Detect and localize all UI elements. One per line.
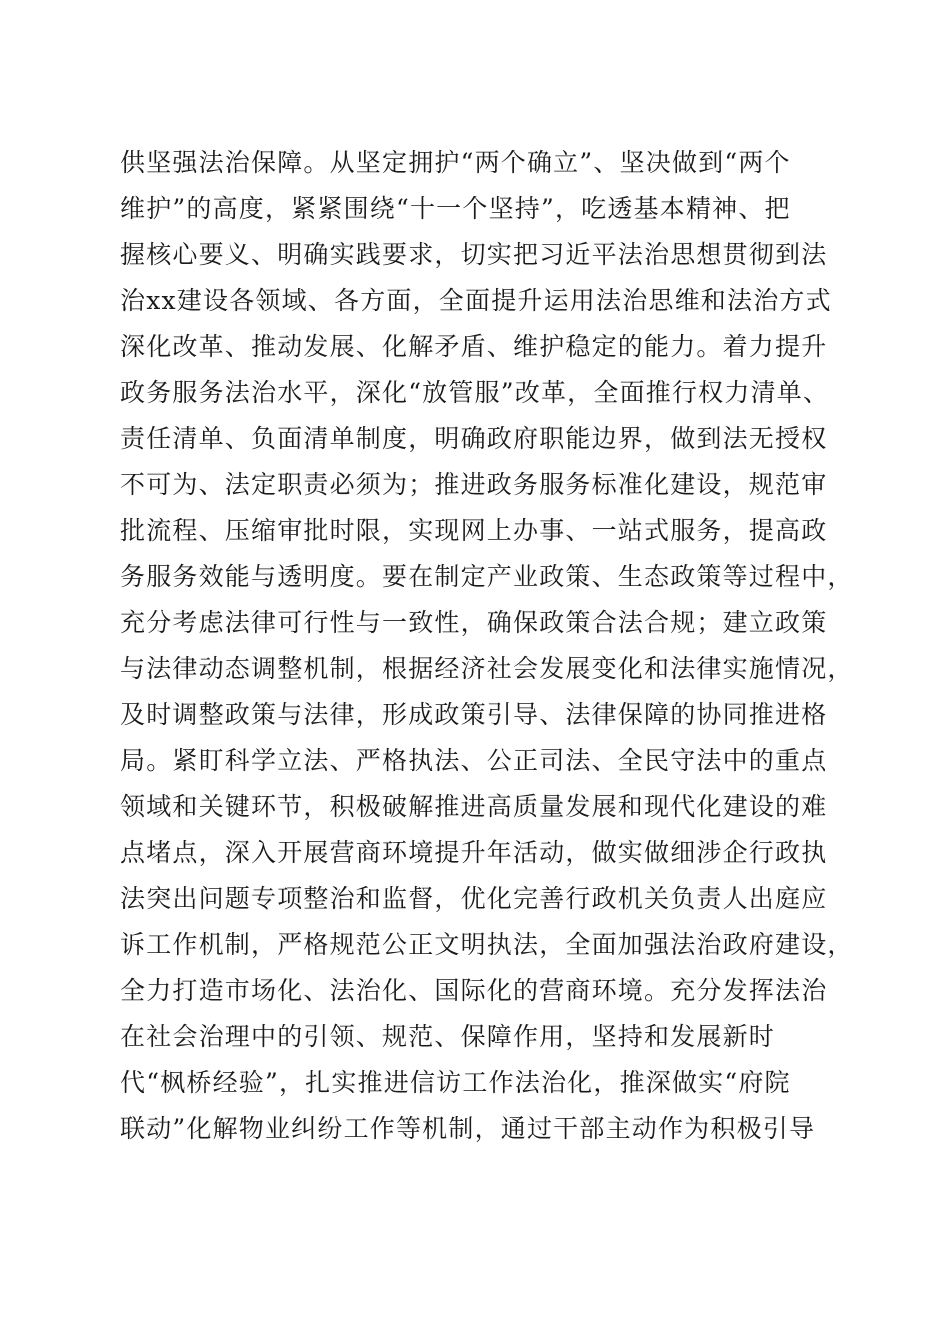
text-line-22: 联动”化解物业纠纷工作等机制，通过干部主动作为积极引导 (120, 1114, 816, 1143)
text-line-8: 不可为、法定职责必须为；推进政务服务标准化建设，规范审 (120, 470, 828, 499)
text-line-21: 代“枫桥经验”，扎实推进信访工作法治化，推深做实“府院 (120, 1068, 791, 1097)
text-line-4: 治xx建设各领域、各方面，全面提升运用法治思维和法治方式 (120, 286, 832, 315)
text-line-17: 法突出问题专项整治和监督，优化完善行政机关负责人出庭应 (120, 884, 828, 913)
text-line-19: 全力打造市场化、法治化、国际化的营商环境。充分发挥法治 (120, 976, 828, 1005)
text-line-20: 在社会治理中的引领、规范、保障作用，坚持和发展新时 (120, 1022, 776, 1051)
text-line-5: 深化改革、推动发展、化解矛盾、维护稳定的能力。着力提升 (120, 332, 828, 361)
text-line-13: 及时调整政策与法律，形成政策引导、法律保障的协同推进格 (120, 700, 828, 729)
text-line-12: 与法律动态调整机制，根据经济社会发展变化和法律实施情况， (120, 654, 854, 683)
text-line-7: 责任清单、负面清单制度，明确政府职能边界，做到法无授权 (120, 424, 828, 453)
text-line-18: 诉工作机制，严格规范公正文明执法，全面加强法治政府建设， (120, 930, 854, 959)
text-line-11: 充分考虑法律可行性与一致性，确保政策合法合规；建立政策 (120, 608, 828, 637)
text-line-1: 供坚强法治保障。从坚定拥护“两个确立”、坚决做到“两个 (120, 148, 791, 177)
text-line-10: 务服务效能与透明度。要在制定产业政策、生态政策等过程中， (120, 562, 854, 591)
text-line-3: 握核心要义、明确实践要求，切实把习近平法治思想贯彻到法 (120, 240, 828, 269)
text-line-14: 局。紧盯科学立法、严格执法、公正司法、全民守法中的重点 (120, 746, 828, 775)
text-line-2: 维护”的高度，紧紧围绕“十一个坚持”，吃透基本精神、把 (120, 194, 791, 223)
body-text (120, 140, 854, 1152)
text-line-16: 点堵点，深入开展营商环境提升年活动，做实做细涉企行政执 (120, 838, 828, 867)
text-line-6: 政务服务法治水平，深化“放管服”改革，全面推行权力清单、 (120, 378, 830, 407)
text-line-15: 领域和关键环节，积极破解推进高质量发展和现代化建设的难 (120, 792, 828, 821)
text-line-9: 批流程、压缩审批时限，实现网上办事、一站式服务，提高政 (120, 516, 828, 545)
